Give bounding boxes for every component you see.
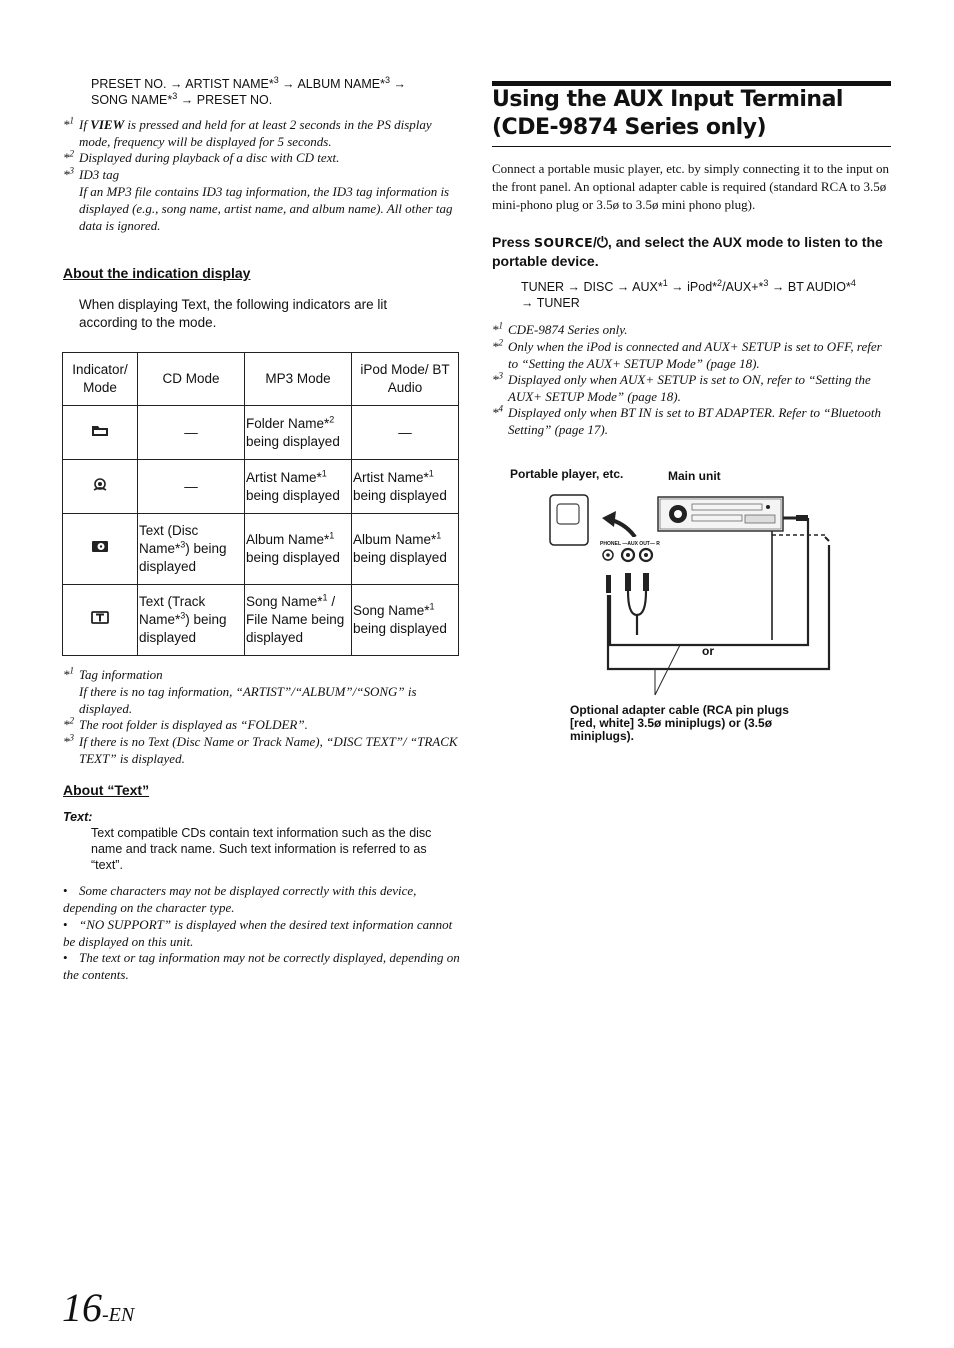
aux-step: Press SOURCE/⏻, and select the AUX mode to listen to the portable device. <box>492 234 883 269</box>
footnote-tag-info: *$^1$ Tag information If there is no tag information, “ARTIST”/“ALBUM”/“SONG” is displayed. <box>63 665 417 716</box>
table-row: Text (Track Name*$^3$) being displayed Song Name*$^1$ / File Name being displayed Song Name*$^1$ being displayed <box>63 585 459 656</box>
text-heading: About “Text” <box>63 782 150 798</box>
preset-sequence: PRESET NO. → ARTIST NAME*$^3$ → ALBUM NAME*$^3$ → SONG NAME*$^3$ → PRESET NO. <box>91 74 406 107</box>
album-icon <box>91 540 109 553</box>
indication-heading: About the indication display <box>63 265 251 281</box>
footnote-ipod: *$^2$ Only when the iPod is connected and AUX+ SETUP is set to OFF, refer to “Setting the AUX+ SETUP Mode” (page 18). <box>492 337 882 371</box>
source-key: SOURCE <box>534 235 593 250</box>
footnote-view: *$^1$ If VIEW is pressed and held for at least 2 seconds in the PS display mode, frequency will be displayed for 5 seconds. <box>63 115 432 149</box>
connection-diagram <box>540 485 840 700</box>
title-rule-bottom <box>492 146 891 147</box>
footnote-cd-text: *$^2$ Displayed during playback of a disc with CD text. <box>63 148 340 165</box>
portable-player-drawing <box>550 495 588 545</box>
page-title: Using the AUX Input Terminal (CDE-9874 Series only) <box>492 87 843 140</box>
table-row: — Folder Name*$^2$ being displayed — <box>63 406 459 460</box>
footnote-root-folder: *$^2$ The root folder is displayed as “FOLDER”. <box>63 715 308 732</box>
footnote-aux-plus: *$^3$ Displayed only when AUX+ SETUP is set to ON, refer to “Setting the AUX+ SETUP Mode” (page 18). <box>492 370 871 404</box>
list-item: • “NO SUPPORT” is displayed when the desired text information cannot be displayed on this unit. <box>63 917 453 949</box>
list-item: • Some characters may not be displayed correctly with this device, depending on the character type. <box>63 883 417 915</box>
label-aux-out: L —AUX OUT— R <box>618 541 660 547</box>
footnote-no-text: *$^3$ If there is no Text (Disc Name or Track Name), “DISC TEXT”/ “TRACK TEXT” is displayed. <box>63 732 458 766</box>
text-definition: Text compatible CDs contain text information such as the disc name and track name. Such text information is referred to as “text”. <box>91 826 432 872</box>
table-row: Text (Disc Name*$^3$) being displayed Album Name*$^1$ being displayed Album Name*$^1$ being displayed <box>63 514 459 585</box>
label-portable-player: Portable player, etc. <box>510 467 624 481</box>
label-or: or <box>702 644 714 658</box>
source-sequence: TUNER → DISC → AUX*$^1$ → iPod*$^2$/AUX+*$^3$ → BT AUDIO*$^4$ → TUNER <box>521 277 856 310</box>
footnote-cde-only: *$^1$ CDE-9874 Series only. <box>492 320 628 337</box>
page-number: 16-EN <box>62 1285 135 1330</box>
folder-icon <box>91 424 109 437</box>
track-icon <box>91 611 109 624</box>
text-term: Text: <box>63 810 93 824</box>
label-adapter-cable: Optional adapter cable (RCA pin plugs [red, white] 3.5ø miniplugs) or (3.5ø miniplugs). <box>570 703 789 743</box>
footnote-id3: *$^3$ ID3 tag If an MP3 file contains ID3 tag information, the ID3 tag information is displayed (e.g., song name, artist name, and album name). All other tag data is ignored. <box>63 165 453 233</box>
footnote-bt: *$^4$ Displayed only when BT IN is set to BT ADAPTER. Refer to “Bluetooth Setting” (page 17). <box>492 403 882 437</box>
artist-icon <box>91 478 109 491</box>
indicator-table <box>62 352 459 656</box>
label-main-unit: Main unit <box>668 469 721 483</box>
list-item: • The text or tag information may not be correctly displayed, depending on the contents. <box>63 950 460 982</box>
table-header-row: Indicator/ Mode CD Mode MP3 Mode iPod Mode/ BT Audio <box>63 353 459 406</box>
label-phone: PHONE <box>600 541 618 547</box>
table-row: — Artist Name*$^1$ being displayed Artist Name*$^1$ being displayed <box>63 460 459 514</box>
indication-intro: When displaying Text, the following indicators are lit according to the mode. <box>79 297 388 330</box>
aux-intro: Connect a portable music player, etc. by simply connecting it to the input on the front panel. An optional adapter cable is required (standard RCA to 3.5ø mini-phono plug or 3.5ø to 3.5ø mini phono plug). <box>492 161 889 212</box>
